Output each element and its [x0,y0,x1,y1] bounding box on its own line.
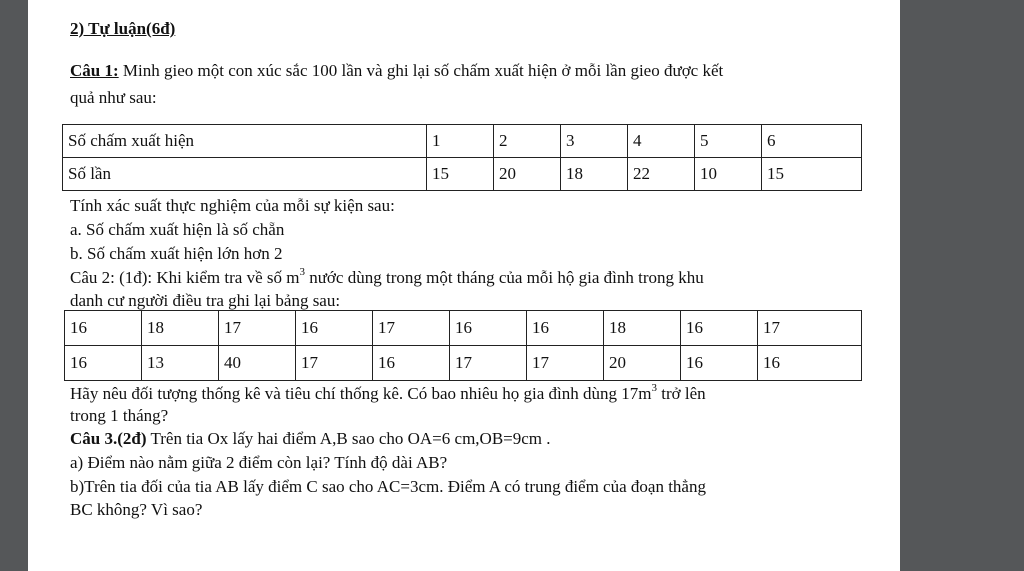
q1-cell: 20 [494,158,561,191]
q1-cell: 2 [494,125,561,158]
q2-cell: 20 [604,346,681,381]
q1-cell: 1 [427,125,494,158]
q2-cell: 16 [681,311,758,346]
q1-cell: 18 [561,158,628,191]
q1-text-a: Minh gieo một con xúc sắc 100 lần và ghi lại số chấm xuất hiện ở mỗi lần gieo được kết [118,61,724,80]
q2-cell: 16 [527,311,604,346]
q1-cell: 15 [427,158,494,191]
q3-item-b-line1: b)Trên tia đối của tia AB lấy điểm C sao cho AC=3cm. Điểm A có trung điểm của đoạn thẳng [70,477,706,496]
q1-item-b: b. Số chấm xuất hiện lớn hơn 2 [70,244,283,263]
q2-cell: 16 [296,311,373,346]
q1-cell: 3 [561,125,628,158]
q1-item-a: a. Số chấm xuất hiện là số chẵn [70,220,285,239]
q2-cell: 16 [450,311,527,346]
q1-row2-header: Số lần [63,158,427,191]
q1-frequency-table [62,124,862,191]
q2-cell: 18 [142,311,219,346]
section-title: 2) Tự luận(6đ) [70,19,176,38]
q1-cell: 10 [695,158,762,191]
q3-item-a: a) Điểm nào nằm giữa 2 điểm còn lại? Tính độ dài AB? [70,453,448,472]
q1-cell: 6 [762,125,862,158]
q2-text-line1 [70,268,704,288]
q2-cell: 17 [296,346,373,381]
q2-question-part2: trở lên [656,384,706,403]
q1-text-line2: quả như sau: [70,88,157,107]
q2-cell: 17 [219,311,296,346]
q2-cell: 16 [681,346,758,381]
q2-cell: 17 [758,311,862,346]
q2-cell: 18 [604,311,681,346]
q2-table-row-2 [65,346,862,381]
q2-cell: 16 [65,311,142,346]
q3-item-b-line2: BC không? Vì sao? [70,500,203,519]
q2-cell: 13 [142,346,219,381]
q1-cell: 5 [695,125,762,158]
q1-row1-header: Số chấm xuất hiện [63,125,427,158]
q1-label: Câu 1: [70,61,119,80]
q1-prompt: Tính xác suất thực nghiệm của mỗi sự kiện sau: [70,196,395,215]
q1-cell: 4 [628,125,695,158]
q2-table-row-1 [65,311,862,346]
q2-question-line2: trong 1 tháng? [70,406,169,425]
q2-text-part2: nước dùng trong một tháng của mỗi hộ gia đình trong khu [304,268,704,287]
q3-label: Câu 3.(2đ) [70,429,147,448]
q2-superscript: 3 [299,266,305,279]
q1-cell: 22 [628,158,695,191]
q2-cell: 16 [65,346,142,381]
q2-cell: 16 [373,346,450,381]
q2-cell: 16 [758,346,862,381]
q2-question-part1: Hãy nêu đối tượng thống kê và tiêu chí thống kê. Có bao nhiêu họ gia đình dùng 17m [70,384,652,403]
q2-water-usage-table [64,310,862,381]
q2-cell: 40 [219,346,296,381]
q2-text-line2: danh cư người điều tra ghi lại bảng sau: [70,291,341,310]
q2-question-superscript: 3 [651,382,657,395]
q1-table-row-counts [63,158,862,191]
q2-cell: 17 [527,346,604,381]
q2-cell: 17 [450,346,527,381]
q2-cell: 17 [373,311,450,346]
q1-table-row-values [63,125,862,158]
q2-question-line1 [70,384,706,404]
document-page [28,0,900,571]
q1-text-line1 [70,61,723,81]
q2-text-part1: Câu 2: (1đ): Khi kiểm tra về số m [70,268,300,287]
q1-cell: 15 [762,158,862,191]
q3-text: Trên tia Ox lấy hai điểm A,B sao cho OA=6 cm,OB=9cm . [146,429,551,448]
q3-text-line [70,429,551,449]
